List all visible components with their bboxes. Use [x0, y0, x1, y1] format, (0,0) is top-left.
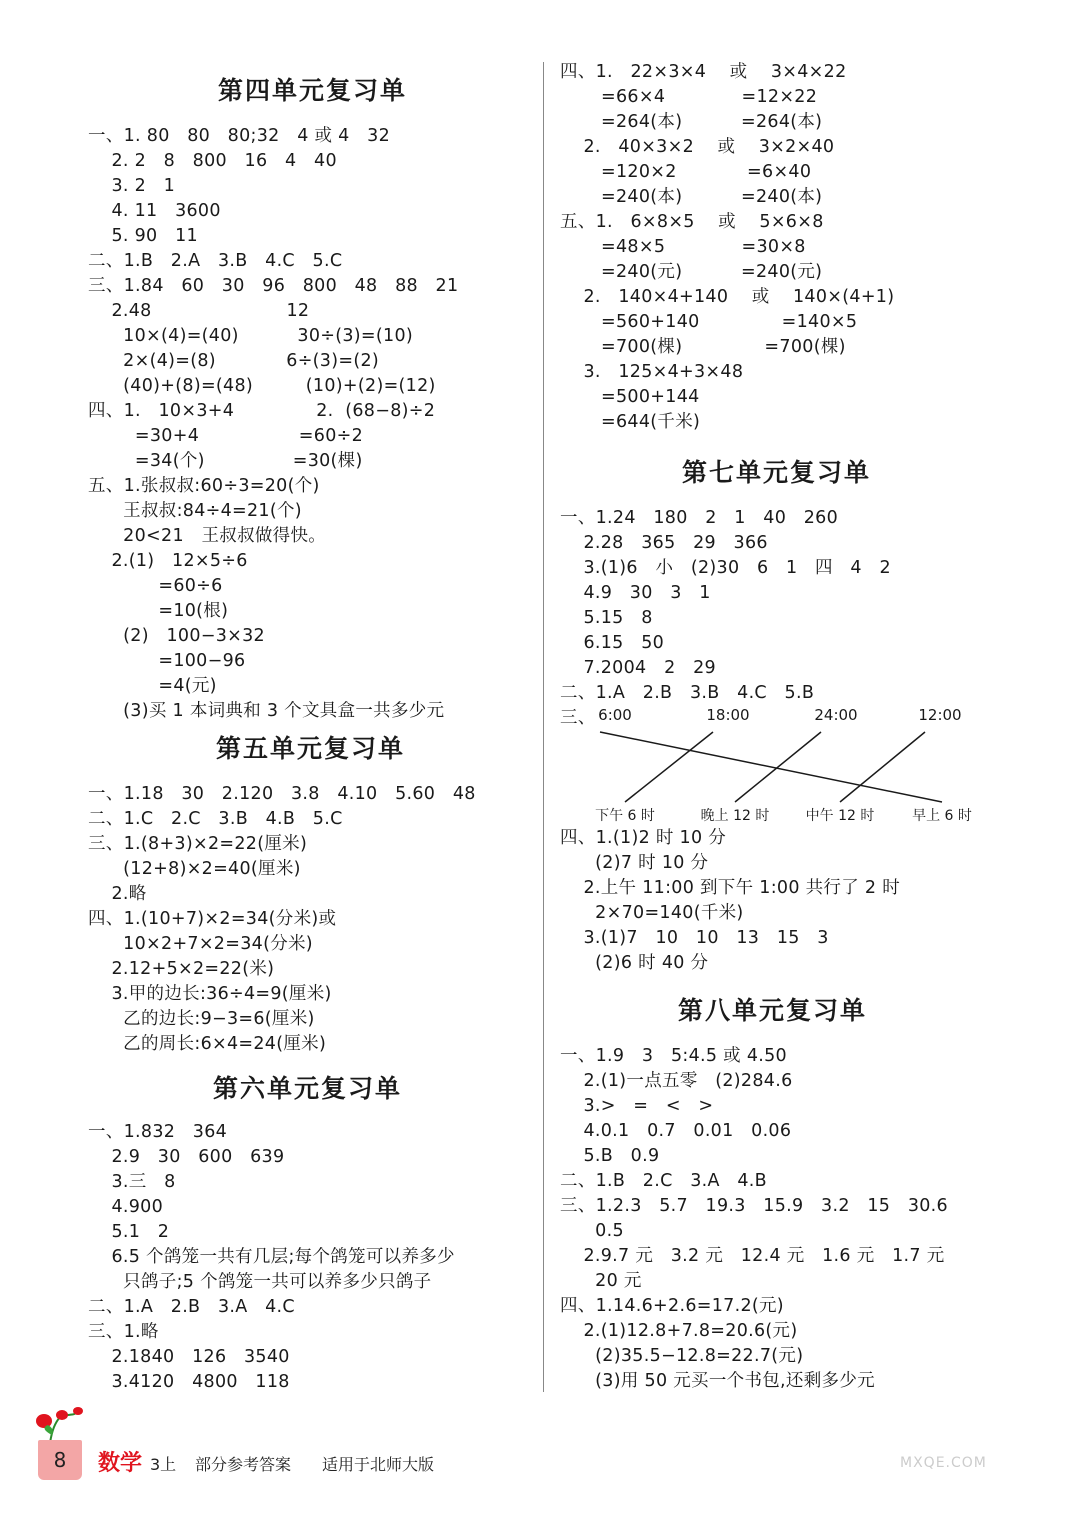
- answer-line: 0.5: [560, 1221, 624, 1241]
- unit5-title: 第五单元复习单: [216, 734, 406, 763]
- answer-line: 四、1. 22×3×4 或 3×4×22: [560, 62, 847, 82]
- answer-line: (2)6 时 40 分: [560, 953, 709, 973]
- answer-line: =60÷6: [88, 576, 223, 596]
- answer-line: 三、1.(8+3)×2=22(厘米): [88, 834, 308, 854]
- match-line: [625, 732, 713, 802]
- answer-line: 一、1.18 30 2.120 3.8 4.10 5.60 48: [88, 784, 476, 804]
- answer-line: 四、1. 10×3+4 2. (68−8)÷2: [88, 401, 436, 421]
- answer-line: 乙的边长:9−3=6(厘米): [88, 1009, 315, 1029]
- match-line: [600, 732, 942, 802]
- answer-line: 三、1.84 60 30 96 800 48 88 21: [88, 276, 459, 296]
- column-divider: [543, 62, 544, 1392]
- answer-line: 乙的周长:6×4=24(厘米): [88, 1034, 327, 1054]
- answer-line: 2.9.7 元 3.2 元 12.4 元 1.6 元 1.7 元: [560, 1246, 945, 1266]
- answer-line: 2×70=140(千米): [560, 903, 744, 923]
- edition-label: 适用于北师大版: [322, 1455, 435, 1474]
- answer-line: =264(本) =264(本): [560, 112, 823, 132]
- answer-line: =560+140 =140×5: [560, 312, 858, 332]
- answer-line: 四、1.(10+7)×2=34(分米)或: [88, 909, 337, 929]
- match-top-label: 6:00: [598, 706, 632, 724]
- answer-line: (12+8)×2=40(厘米): [88, 859, 301, 879]
- answer-line: (3)买 1 本词典和 3 个文具盒一共多少元: [88, 701, 445, 721]
- answer-line: (2) 100−3×32: [88, 626, 265, 646]
- answer-line: 一、1.9 3 5:4.5 或 4.50: [560, 1046, 787, 1066]
- answer-line: 2.9 30 600 639: [88, 1147, 285, 1167]
- answer-line: 2. 40×3×2 或 3×2×40: [560, 137, 835, 157]
- answer-line: 10×(4)=(40) 30÷(3)=(10): [88, 326, 414, 346]
- answer-line: 5.15 8: [560, 608, 653, 628]
- answer-line: 4.900: [88, 1197, 164, 1217]
- answer-line: =34(个) =30(棵): [88, 451, 363, 471]
- answer-line: =644(千米): [560, 412, 701, 432]
- answer-line: 5.1 2: [88, 1222, 170, 1242]
- answer-line: 5.B 0.9: [560, 1146, 660, 1166]
- answer-line: 二、1.C 2.C 3.B 4.B 5.C: [88, 809, 343, 829]
- answer-line: =500+144: [560, 387, 700, 407]
- answer-line: 2.1840 126 3540: [88, 1347, 290, 1367]
- answer-line: =30+4 =60÷2: [88, 426, 364, 446]
- answer-line: 3.(1)6 小 (2)30 6 1 四 4 2: [560, 558, 891, 578]
- time-matching-diagram: [560, 0, 1060, 840]
- answer-line: =240(元) =240(元): [560, 262, 823, 282]
- watermark-text: MXQE.COM: [900, 1455, 987, 1471]
- subject-label: 数学: [98, 1451, 143, 1476]
- answer-line: 二、1.A 2.B 3.A 4.C: [88, 1297, 295, 1317]
- answer-line: =100−96: [88, 651, 246, 671]
- answers-label: 部分参考答案: [195, 1455, 292, 1474]
- answer-line: (3)用 50 元买一个书包,还剩多少元: [560, 1371, 875, 1391]
- answer-line: 二、1.A 2.B 3.B 4.C 5.B: [560, 683, 815, 703]
- answer-line: 四、1.(1)2 时 10 分: [560, 828, 727, 848]
- match-bottom-label: 晚上 12 时: [700, 808, 770, 824]
- answer-line: 7.2004 2 29: [560, 658, 716, 678]
- match-line: [735, 732, 821, 802]
- answer-line: 五、1. 6×8×5 或 5×6×8: [560, 212, 824, 232]
- answer-line: 6.15 50: [560, 633, 665, 653]
- answer-line: 2. 140×4+140 或 140×(4+1): [560, 287, 895, 307]
- answer-line: =66×4 =12×22: [560, 87, 818, 107]
- plant-logo-icon: [30, 1405, 90, 1445]
- answer-line: (40)+(8)=(48) (10)+(2)=(12): [88, 376, 436, 396]
- unit8-title: 第八单元复习单: [678, 996, 868, 1025]
- answer-line: 4.0.1 0.7 0.01 0.06: [560, 1121, 792, 1141]
- answer-line: 四、1.14.6+2.6=17.2(元): [560, 1296, 784, 1316]
- match-bottom-label: 早上 6 时: [912, 808, 972, 824]
- page-number: 8: [38, 1440, 82, 1480]
- answer-line: 王叔叔:84÷4=21(个): [88, 501, 302, 521]
- answer-line: (2)35.5−12.8=22.7(元): [560, 1346, 804, 1366]
- match-top-label: 12:00: [918, 706, 962, 724]
- answer-line: 10×2+7×2=34(分米): [88, 934, 313, 954]
- answer-line: 2×(4)=(8) 6÷(3)=(2): [88, 351, 380, 371]
- answer-line: 2.略: [88, 884, 147, 904]
- answer-line: 2.(1) 12×5÷6: [88, 551, 248, 571]
- answer-line: =700(棵) =700(棵): [560, 337, 846, 357]
- match-prefix: 三、: [560, 708, 596, 728]
- match-bottom-label: 中午 12 时: [805, 808, 875, 824]
- answer-line: 3.(1)7 10 10 13 15 3: [560, 928, 829, 948]
- unit7-title: 第七单元复习单: [682, 458, 872, 487]
- answer-line: (2)7 时 10 分: [560, 853, 709, 873]
- answer-line: 只鸽子;5 个鸽笼一共可以养多少只鸽子: [88, 1272, 432, 1292]
- answer-line: 4.9 30 3 1: [560, 583, 711, 603]
- answer-line: 五、1.张叔叔:60÷3=20(个): [88, 476, 320, 496]
- match-bottom-label: 下午 6 时: [595, 808, 655, 824]
- answer-line: 二、1.B 2.C 3.A 4.B: [560, 1171, 767, 1191]
- answer-line: 20<21 王叔叔做得快。: [88, 526, 327, 546]
- answer-line: 三、1.2.3 5.7 19.3 15.9 3.2 15 30.6: [560, 1196, 948, 1216]
- unit6-title: 第六单元复习单: [213, 1074, 403, 1103]
- answer-line: 三、1.略: [88, 1322, 159, 1342]
- answer-line: =120×2 =6×40: [560, 162, 812, 182]
- answer-line: 2. 2 8 800 16 4 40: [88, 151, 337, 171]
- answer-line: 二、1.B 2.A 3.B 4.C 5.C: [88, 251, 343, 271]
- answer-line: 一、1.832 364: [88, 1122, 228, 1142]
- answer-line: 一、1. 80 80 80;32 4 或 4 32: [88, 126, 391, 146]
- answer-line: =240(本) =240(本): [560, 187, 823, 207]
- answer-line: =10(根): [88, 601, 229, 621]
- answer-line: 2.48 12: [88, 301, 310, 321]
- answer-line: 6.5 个鸽笼一共有几层;每个鸽笼可以养多少: [88, 1247, 455, 1267]
- answer-line: 20 元: [560, 1271, 642, 1291]
- answer-line: 2.(1)12.8+7.8=20.6(元): [560, 1321, 798, 1341]
- answer-line: 5. 90 11: [88, 226, 198, 246]
- answer-line: 3.甲的边长:36÷4=9(厘米): [88, 984, 332, 1004]
- match-line: [840, 732, 925, 802]
- answer-line: 4. 11 3600: [88, 201, 221, 221]
- answer-line: 2.(1)一点五零 (2)284.6: [560, 1071, 793, 1091]
- answer-line: 3. 2 1: [88, 176, 176, 196]
- answer-line: =4(元): [88, 676, 217, 696]
- answer-line: 2.上午 11:00 到下午 1:00 共行了 2 时: [560, 878, 900, 898]
- answer-line: =48×5 =30×8: [560, 237, 806, 257]
- answer-line: 3.> = < >: [560, 1096, 714, 1116]
- answer-line: 一、1.24 180 2 1 40 260: [560, 508, 839, 528]
- answer-line: 3.4120 4800 118: [88, 1372, 290, 1392]
- answer-line: 2.28 365 29 366: [560, 533, 768, 553]
- answer-line: 3. 125×4+3×48: [560, 362, 744, 382]
- match-top-label: 18:00: [706, 706, 750, 724]
- answer-line: 2.12+5×2=22(米): [88, 959, 275, 979]
- answer-line: 3.三 8: [88, 1172, 176, 1192]
- match-top-label: 24:00: [814, 706, 858, 724]
- unit4-title: 第四单元复习单: [218, 76, 408, 105]
- grade-label: 3上: [150, 1455, 177, 1474]
